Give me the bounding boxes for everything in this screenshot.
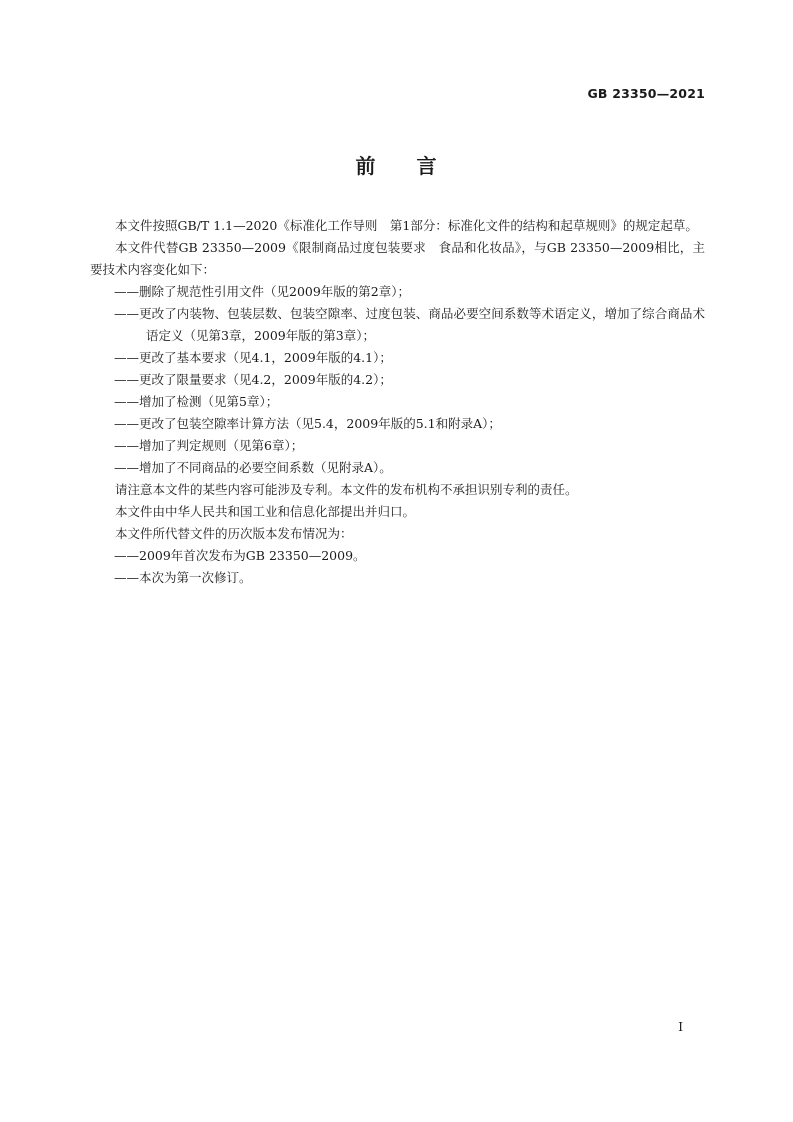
change-item: ——更改了包装空隙率计算方法（见5.4，2009年版的5.1和附录A）； [114,416,501,431]
drafting-rules-paragraph: 本文件按照GB/T 1.1—2020《标准化工作导则 第1部分：标准化文件的结构和起草规则》的规定起草。 [115,218,698,233]
change-item: ——增加了检测（见第5章）； [114,394,279,409]
page-title [0,150,793,179]
standard-code: GB 23350—2021 [587,86,705,101]
proposer-paragraph: 本文件由中华人民共和国工业和信息化部提出并归口。 [115,504,416,519]
history-item: ——本次为第一次修订。 [114,570,252,585]
change-item: ——增加了判定规则（见第6章）； [114,438,304,453]
foreword-body [90,215,705,589]
patent-notice-paragraph: 请注意本文件的某些内容可能涉及专利。本文件的发布机构不承担识别专利的责任。 [115,482,578,497]
change-item: ——删除了规范性引用文件（见2009年版的第2章）； [114,284,411,299]
change-item: ——更改了基本要求（见4.1，2009年版的4.1）； [114,350,392,365]
history-intro-paragraph: 本文件所代替文件的历次版本发布情况为： [115,526,353,541]
title-char-1: 前 [355,154,377,178]
change-item: ——更改了限量要求（见4.2，2009年版的4.2）； [114,372,392,387]
history-item: ——2009年首次发布为GB 23350—2009。 [114,548,366,563]
replacement-paragraph: 本文件代替GB 23350—2009《限制商品过度包装要求 食品和化妆品》，与GB 23350—2009相比，主要技术内容变化如下： [90,240,705,277]
page-number: I [678,1020,683,1034]
title-char-2: 言 [416,154,438,178]
change-item: ——更改了内装物、包装层数、包装空隙率、过度包装、商品必要空间系数等术语定义，增加了综合商品术语定义（见第3章，2009年版的第3章）； [114,306,705,343]
change-item: ——增加了不同商品的必要空间系数（见附录A）。 [114,460,392,475]
